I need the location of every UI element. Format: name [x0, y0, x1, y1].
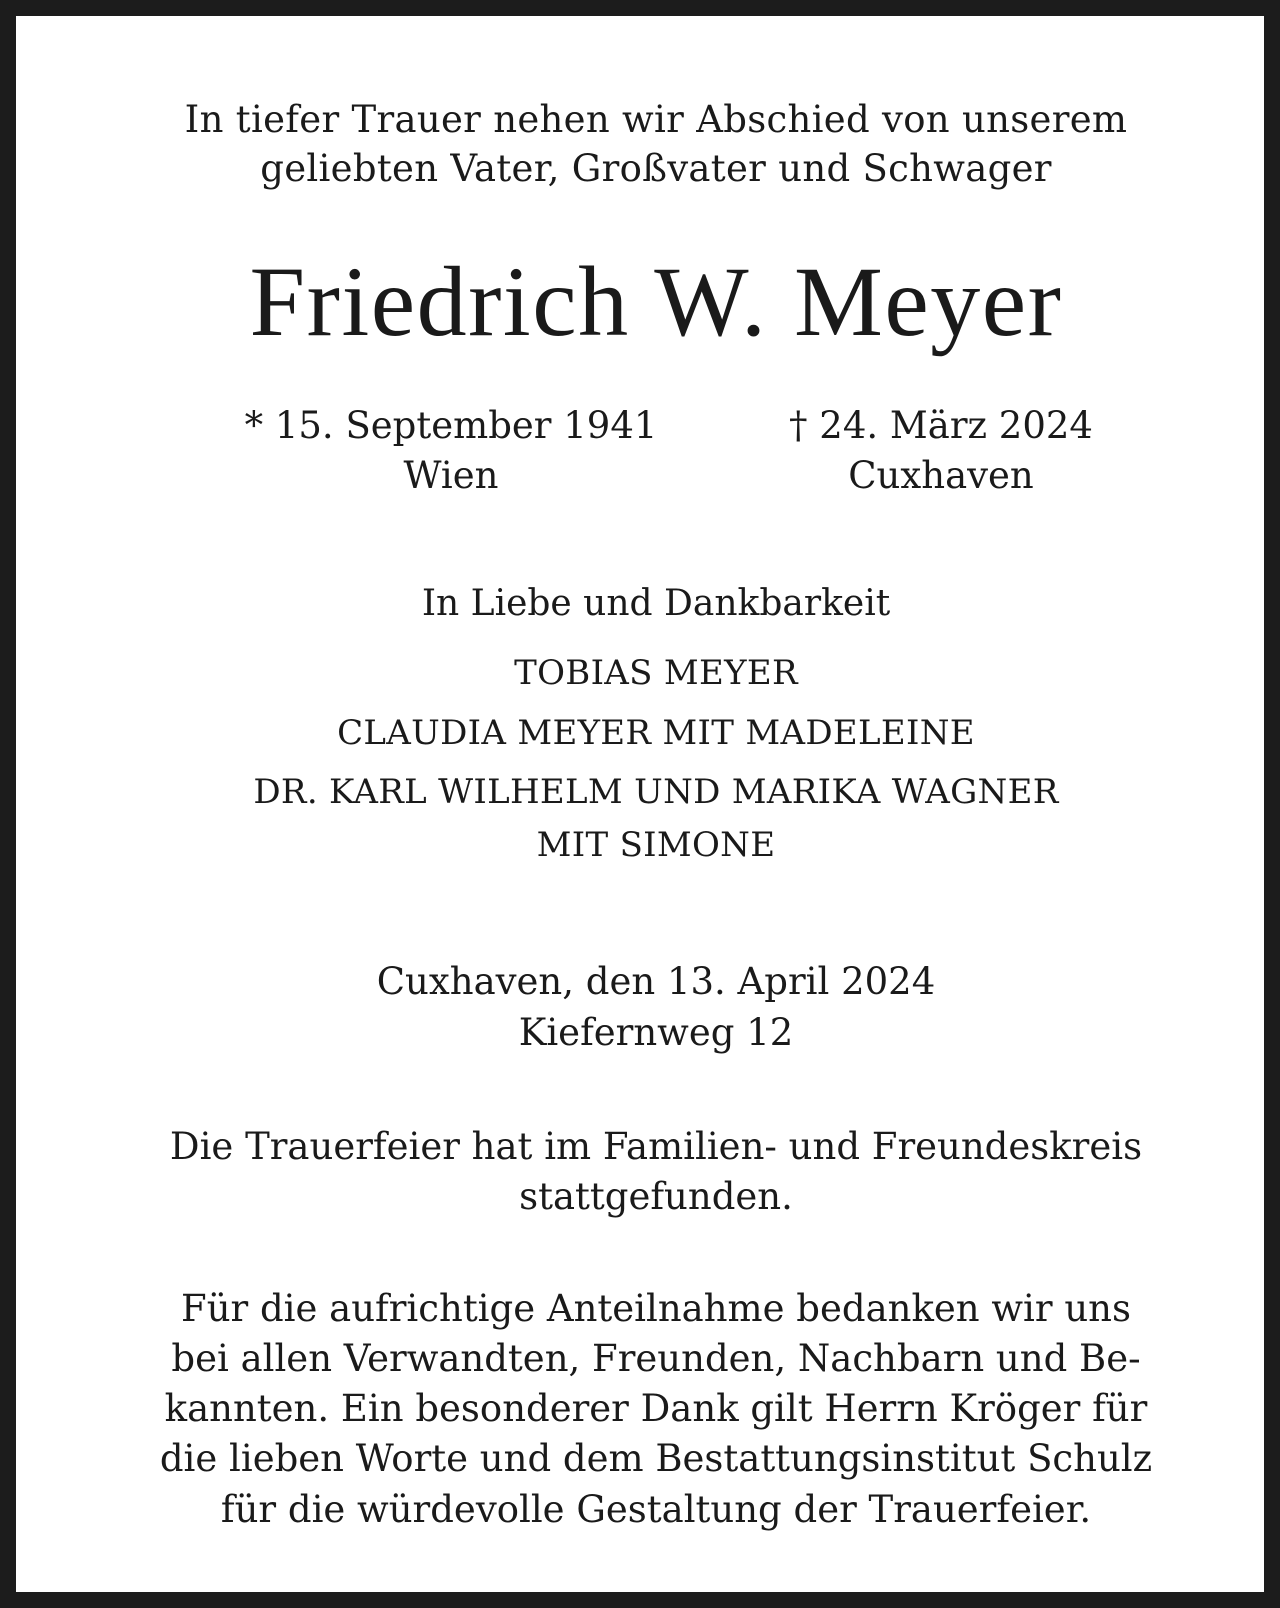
death-date: † 24. März 2024 — [789, 404, 1093, 447]
intro-line-1: In tiefer Trauer nehen wir Abschied von unserem — [184, 98, 1128, 141]
ceremony-note-1: Die Trauerfeier hat im Familien- und Freundeskreis — [169, 1125, 1143, 1168]
dedication: In Liebe und Dankbarkeit — [421, 583, 891, 624]
thanks-line-3: kannten. Ein besonderer Dank gilt Herrn Kröger für — [164, 1387, 1148, 1430]
ceremony-note-2: stattgefunden. — [519, 1175, 793, 1218]
place-date: Cuxhaven, den 13. April 2024 — [376, 960, 936, 1003]
birth-info — [191, 401, 711, 501]
thanks-line-5: für die würdevolle Gestaltung der Trauerfeier. — [220, 1488, 1092, 1531]
thanks-line-1: Für die aufrichtige Anteilnahme bedanken wir uns — [181, 1287, 1131, 1330]
life-dates — [16, 404, 1280, 508]
death-place: Cuxhaven — [848, 454, 1034, 497]
mourner-1: TOBIAS MEYER — [514, 653, 798, 693]
mourner-3: DR. KARL WILHELM UND MARIKA WAGNER — [253, 772, 1059, 812]
birth-date: * 15. September 1941 — [244, 404, 658, 447]
mourner-3-continued: MIT SIMONE — [536, 825, 776, 865]
death-info — [681, 401, 1201, 501]
intro-line-2: geliebten Vater, Großvater und Schwager — [260, 147, 1052, 190]
thanks-line-2: bei allen Verwandten, Freunden, Nachbarn und Be- — [171, 1337, 1141, 1380]
deceased-name: Friedrich W. Meyer — [249, 246, 1063, 357]
birth-place: Wien — [403, 454, 499, 497]
thanks-line-4: die lieben Worte und dem Bestattungsinstitut Schulz — [159, 1437, 1153, 1480]
mourner-2: CLAUDIA MEYER MIT MADELEINE — [337, 713, 975, 753]
address: Kiefernweg 12 — [518, 1011, 794, 1054]
